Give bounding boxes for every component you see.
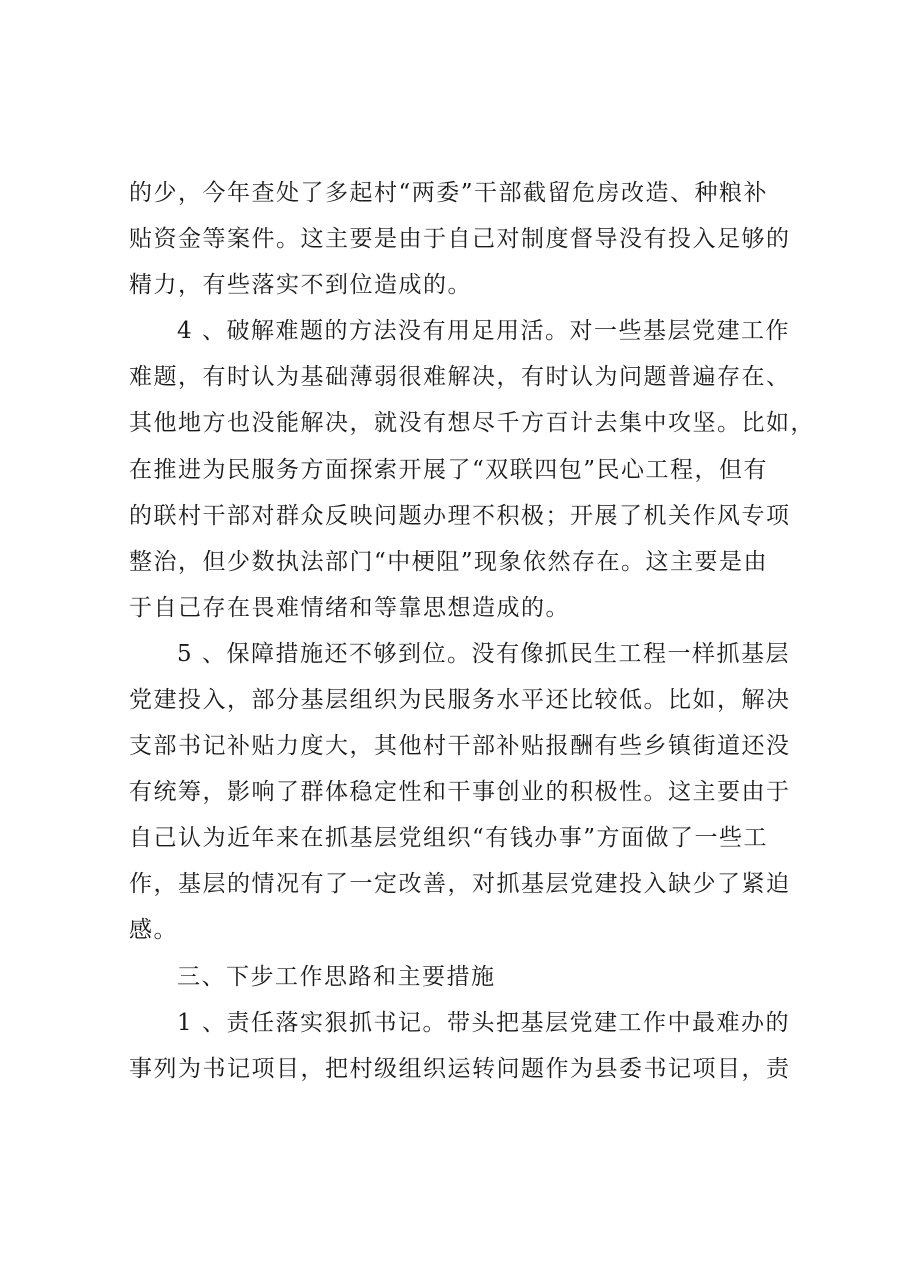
- text-line: 的少，今年查处了多起村“两委”干部截留危房改造、种粮补: [129, 180, 769, 206]
- text-line: 难题，有时认为基础薄弱很难解决，有时认为问题普遍存在、: [129, 364, 791, 390]
- section-heading: 三、下步工作思路和主要措施: [177, 964, 496, 990]
- text-line: 有统筹，影响了群体稳定性和干事创业的积极性。这主要由于: [129, 779, 791, 805]
- text-line: 在推进为民服务方面探索开展了“双联四包”民心工程，但有: [129, 457, 769, 483]
- text-line: 支部书记补贴力度大，其他村干部补贴报酬有些乡镇街道还没: [129, 733, 791, 759]
- text-line: 党建投入，部分基层组织为民服务水平还比较低。比如，解决: [129, 687, 791, 713]
- section-item-heading: 4 、破解难题的方法没有用足用活。对一些基层党建工作: [177, 318, 790, 344]
- text-line: 作，基层的情况有了一定改善，对抓基层党建投入缺少了紧迫: [129, 871, 791, 897]
- text-line: 整治，但少数执法部门“中梗阻”现象依然存在。这主要是由: [129, 549, 769, 575]
- text-line: 精力，有些落实不到位造成的。: [129, 272, 472, 298]
- text-line: 感。: [129, 917, 178, 943]
- section-item-heading: 5 、保障措施还不够到位。没有像抓民生工程一样抓基层: [177, 641, 790, 667]
- text-line: 贴资金等案件。这主要是由于自己对制度督导没有投入足够的: [129, 226, 791, 252]
- text-line: 其他地方也没能解决，就没有想尽千方百计去集中攻坚。比如，: [129, 410, 815, 436]
- text-line: 于自己存在畏难情绪和等靠思想造成的。: [129, 595, 570, 621]
- text-line: 的联村干部对群众反映问题办理不积极；开展了机关作风专项: [129, 503, 791, 529]
- section-item-heading: 1 、责任落实狠抓书记。带头把基层党建工作中最难办的: [177, 1010, 790, 1036]
- text-line: 事列为书记项目，把村级组织运转问题作为县委书记项目，责: [129, 1056, 791, 1082]
- text-line: 自己认为近年来在抓基层党组织“有钱办事”方面做了一些工: [129, 825, 769, 851]
